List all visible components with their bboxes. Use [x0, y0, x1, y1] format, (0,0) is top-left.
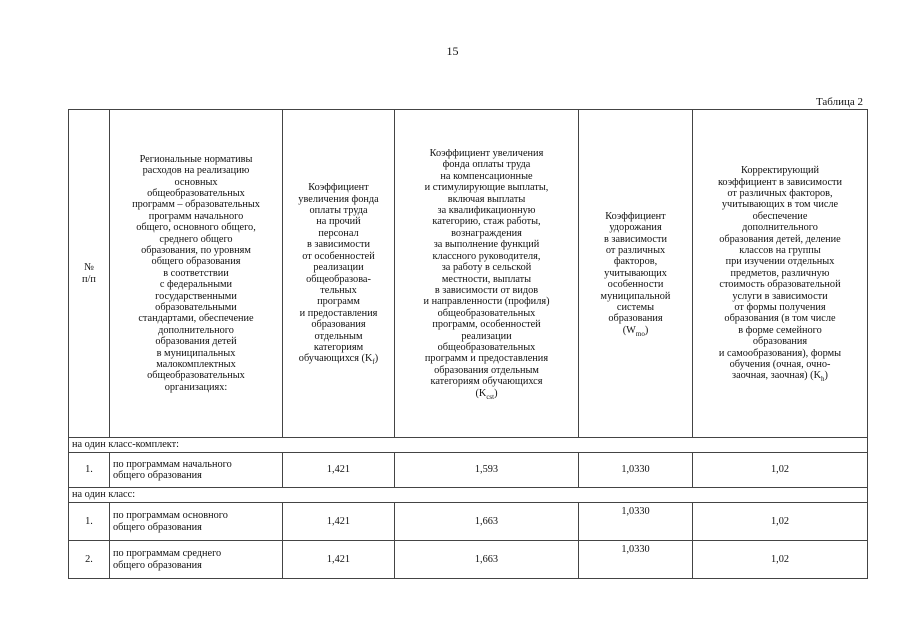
header-cell-wmo — [579, 110, 693, 438]
cell-wmo: 1,0330 — [579, 453, 693, 488]
table-caption: Таблица 2 — [815, 96, 863, 108]
header-suffix: ) — [374, 353, 379, 365]
row-label: по программам среднего общего образования — [110, 541, 283, 579]
cell-kf: 1,421 — [283, 541, 395, 579]
cell-kcst: 1,663 — [395, 541, 579, 579]
cell-kf: 1,421 — [283, 453, 395, 488]
cell-kcst: 1,663 — [395, 503, 579, 541]
section-title: на один класс: — [69, 488, 868, 503]
header-cell-kcst — [395, 110, 579, 438]
header-text: Региональные нормативы расходов на реализацию основных общеобразовательных программ – образовательных программ начального общего, основного общего, среднего общего образования, по уровням общего образования в соответствии с федеральными государственными образовательными стандартами, обеспечение дополнительного образования детей в муниципальных малокомплектных общеобразовательных организациях: — [132, 153, 260, 393]
section-title: на один класс-комплект: — [69, 438, 868, 453]
section-row — [69, 488, 868, 503]
cell-kh: 1,02 — [693, 453, 868, 488]
cell-wmo: 1,0330 — [579, 503, 693, 541]
header-text: Корректирующий коэффициент в зависимости от различных факторов, учитывающих в том числе обеспечение дополнительного образования детей, деление классов на группы при изучении отдельных предметов, различную стоимость образовательной услуги в зависимости от формы получения образования (в том числе в форме семейного образования и самообразования), формы обучения (очная, очно- заочная, заочная) (K — [717, 165, 843, 382]
header-cell-kh — [693, 110, 868, 438]
header-subscript: cst — [486, 392, 495, 401]
coefficients-table — [68, 109, 868, 579]
row-number: 1. — [69, 503, 110, 541]
header-cell-number — [69, 110, 110, 438]
header-text: Коэффициент удорожания в зависимости от различных факторов, учитывающих особенности муниципальной системы образования (W — [600, 210, 671, 336]
header-subscript: h — [821, 375, 825, 384]
page-number: 15 — [446, 44, 459, 58]
table-row — [69, 503, 868, 541]
header-suffix: ) — [824, 370, 828, 382]
header-suffix: ) — [644, 324, 649, 336]
header-subscript: mo — [635, 329, 645, 338]
row-label: по программам начального общего образования — [110, 453, 283, 488]
cell-kcst: 1,593 — [395, 453, 579, 488]
header-subscript: f — [372, 358, 375, 367]
row-number: 2. — [69, 541, 110, 579]
header-cell-kf — [283, 110, 395, 438]
header-text: Коэффициент увеличения фонда оплаты труда на компенсационные и стимулирующие выплаты, включая выплаты за квалификационную категорию, стаж работы, вознаграждения за выполнение функций классного руководителя, за работу в сельской местности, выплаты в зависимости от видов и направленности (профиля) общеобразовательных программ, особенностей реализации общеобразовательных программ и предоставления образования отдельным категориям обучающихся (K — [423, 148, 550, 399]
header-suffix: ) — [494, 387, 498, 399]
table-row — [69, 541, 868, 579]
cell-kh: 1,02 — [693, 541, 868, 579]
header-text: № п/п — [82, 262, 96, 285]
header-cell-norms — [110, 110, 283, 438]
row-number: 1. — [69, 453, 110, 488]
table-row — [69, 453, 868, 488]
header-text: Коэффициент увеличения фонда оплаты труда на прочий персонал в зависимости от особенностей реализации общеобразова- тельных программ и предоставления образования отдельным категориям обучающихся (K — [298, 182, 379, 365]
cell-kf: 1,421 — [283, 503, 395, 541]
table-header-row — [69, 110, 868, 438]
section-row — [69, 438, 868, 453]
cell-kh: 1,02 — [693, 503, 868, 541]
cell-wmo: 1,0330 — [579, 541, 693, 579]
row-label: по программам основного общего образования — [110, 503, 283, 541]
